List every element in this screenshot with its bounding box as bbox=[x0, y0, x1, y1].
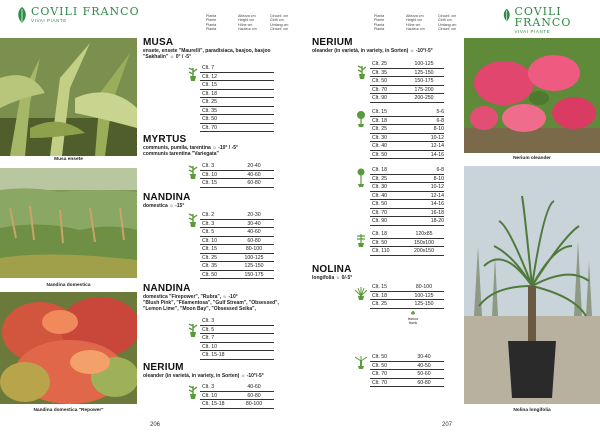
espalier-icon bbox=[355, 232, 367, 248]
table-row: Clt. 50 14-16 bbox=[372, 201, 444, 207]
leaf-logo-icon bbox=[502, 6, 511, 24]
table-row: Clt. 40 12-14 bbox=[372, 143, 444, 149]
table-row: Clt. 18 6-8 bbox=[372, 117, 444, 124]
legend-col-girth: Circonf. cm Girth cm Umfang cm Circonf. cm bbox=[438, 14, 457, 32]
brand-name: COVILI FRANCO bbox=[514, 5, 572, 29]
table-row: Clt. 10 40-60 bbox=[200, 171, 274, 180]
table-row: Clt. 70 175-200 bbox=[370, 86, 444, 95]
caption-nandina-field: Nandina domestica bbox=[46, 283, 91, 288]
plant-desc-musa: ensete, ensete "Maurelli", paradisiaca, basjoo, basjoo "Sakhalin" ☼ 0° / -5° bbox=[143, 48, 271, 60]
sun-icon: ☼ bbox=[169, 203, 174, 209]
plant-desc-nerium: oleander (in varietà, in variety, in Sorten) ☼ -10°/-5° bbox=[143, 373, 264, 379]
table-row: Clt. 18 bbox=[200, 90, 274, 99]
table-row: Clt. 10 bbox=[200, 343, 274, 352]
column-legend bbox=[206, 14, 294, 32]
sun-icon: ☼ bbox=[212, 145, 217, 151]
tall-standard-tree-icon bbox=[356, 168, 366, 188]
plant-desc-nandina-cultivars: domestica "Firepower", "Rubra", ☼ -10° bbox=[143, 294, 238, 300]
table-row: Clt. 25 100-125 bbox=[200, 254, 274, 263]
table-row: Clt. 15 60-80 bbox=[200, 179, 274, 188]
table-row: Clt. 25 bbox=[200, 98, 274, 107]
photo-nandina-repower bbox=[0, 292, 137, 404]
table-row: Clt. 5 bbox=[200, 326, 274, 335]
table-row: Clt. 3 bbox=[200, 317, 274, 326]
photo-nandina-field bbox=[0, 168, 137, 278]
plant-pot-icon bbox=[187, 164, 199, 180]
legend-col-girth: Circonf. cm Girth cm Umfang cm Circonf. cm bbox=[270, 14, 289, 32]
table-row: Clt. 5 40-60 bbox=[200, 228, 274, 237]
table-row: Clt. 3 30-40 bbox=[200, 220, 274, 229]
page-number-right: 207 bbox=[442, 422, 453, 428]
plant-desc-nerium: oleander (in varietà, in variety, in Sorten) ☼ -10°/-5° bbox=[312, 48, 433, 54]
table-nerium-standard bbox=[370, 108, 444, 159]
table-row: Clt. 90 18-20 bbox=[372, 218, 444, 224]
plant-pot-icon bbox=[187, 384, 199, 400]
brand-tagline: VIVAI PIANTE bbox=[31, 18, 67, 23]
table-row: Clt. 15 5-6 bbox=[372, 109, 444, 115]
table-row: Clt. 70 bbox=[200, 124, 274, 133]
stem-label-1: tronco bbox=[407, 316, 419, 321]
nolina-stem-note bbox=[398, 312, 428, 326]
table-row: Clt. 25 8-10 bbox=[372, 175, 444, 182]
plant-title-nerium: NERIUM bbox=[312, 37, 353, 48]
entry-nerium-left bbox=[143, 363, 295, 379]
table-row: Clt. 15 bbox=[200, 81, 274, 90]
table-row: Clt. 40 12-14 bbox=[372, 192, 444, 199]
plant-desc-myrtus: communis, pumila, tarentina ☼ -10° / -5° bbox=[143, 145, 239, 151]
sun-icon: ☼ bbox=[335, 275, 341, 281]
table-row: Clt. 70 16-18 bbox=[372, 209, 444, 216]
standard-tree-icon bbox=[356, 110, 366, 128]
page-number-left: 206 bbox=[150, 422, 161, 428]
table-row: Clt. 50 150-175 bbox=[370, 77, 444, 86]
table-row: Clt. 35 125-150 bbox=[200, 262, 274, 271]
table-nolina-tuft bbox=[370, 283, 444, 309]
caption-nandina-repower: Nandina domestica "Repower" bbox=[33, 408, 104, 413]
photo-nolina-longifolia bbox=[464, 166, 600, 404]
table-row: Clt. 18 120x85 bbox=[370, 230, 444, 239]
table-row: Clt. 50 30-40 bbox=[370, 353, 444, 362]
stem-label-2: trunk bbox=[408, 321, 418, 325]
photo-musa-ensete bbox=[0, 38, 137, 156]
entry-nandina-cultivars bbox=[143, 284, 295, 312]
nolina-tuft-icon bbox=[354, 287, 368, 301]
table-myrtus bbox=[200, 162, 274, 188]
legend-col-height: Altezza cm Height cm Höhe cm Hauteur cm bbox=[406, 14, 425, 32]
table-row: Clt. 18 100-125 bbox=[370, 292, 444, 301]
brand-logo bbox=[502, 6, 600, 34]
table-musa bbox=[200, 64, 274, 132]
table-row: Clt. 50 150-175 bbox=[200, 271, 274, 280]
table-row: Clt. 35 125-150 bbox=[370, 69, 444, 78]
plant-pot-icon bbox=[187, 322, 199, 338]
plant-title-myrtus: MYRTUS bbox=[143, 134, 187, 145]
table-row: Clt. 110 200x150 bbox=[370, 247, 444, 256]
entry-myrtus bbox=[143, 135, 293, 157]
table-row: Clt. 7 bbox=[200, 334, 274, 343]
caption-musa: Musa ensete bbox=[54, 157, 83, 162]
caption-nolina: Nolina longifolia bbox=[513, 408, 551, 413]
table-row: Clt. 50 150x100 bbox=[370, 239, 444, 248]
brand-tagline: VIVAI PIANTE bbox=[514, 29, 551, 34]
legend-col-plant: Pianta Plante Planta Planta bbox=[374, 14, 385, 32]
plant-pot-icon bbox=[356, 64, 368, 80]
legend-col-plant: Pianta Plante Planta Planta bbox=[206, 14, 217, 32]
caption-nerium: Nerium oleander bbox=[513, 156, 551, 161]
entry-nerium-right bbox=[312, 38, 462, 54]
brand-name: COVILI FRANCO bbox=[31, 5, 140, 18]
table-row: Clt. 35 bbox=[200, 107, 274, 116]
table-row: Clt. 10 60-80 bbox=[200, 237, 274, 246]
table-row: Clt. 15 80-100 bbox=[200, 245, 274, 254]
table-row: Clt. 70 60-80 bbox=[370, 379, 444, 388]
table-row: Clt. 12 bbox=[200, 73, 274, 82]
plant-pot-icon bbox=[187, 212, 199, 228]
photo-nerium-oleander bbox=[464, 38, 600, 153]
table-row: Clt. 3 20-40 bbox=[200, 162, 274, 171]
plant-title-nolina: NOLINA bbox=[312, 264, 352, 275]
table-row: Clt. 10 60-80 bbox=[200, 392, 274, 401]
table-nerium-espalier bbox=[370, 230, 444, 256]
table-nolina-trunk bbox=[370, 353, 444, 387]
table-row: Clt. 30 10-12 bbox=[372, 134, 444, 141]
table-row: Clt. 30 10-12 bbox=[372, 184, 444, 190]
table-row: Clt. 15-18 80-100 bbox=[200, 400, 274, 409]
sun-icon: ☼ bbox=[240, 373, 246, 379]
plant-desc2-nandina-cultivars: "Blush Pink", "Filamentosa", "Gulf Stream", "Obsessed", "Lemon Lime", "Moon Bay", "Obsessed Seika", bbox=[143, 300, 279, 312]
column-legend bbox=[374, 14, 462, 32]
plant-desc-nolina: longifolia ☼ 0/-5° bbox=[312, 275, 353, 281]
entry-nandina bbox=[143, 193, 293, 209]
table-nerium-tall-standard bbox=[370, 166, 444, 226]
table-nerium-bush bbox=[370, 60, 444, 103]
sun-icon: ☼ bbox=[222, 294, 228, 300]
table-nandina bbox=[200, 211, 274, 279]
sun-icon: ☼ bbox=[409, 48, 415, 54]
table-row: Clt. 25 100-125 bbox=[370, 60, 444, 69]
plant-desc-nandina: domestica ☼ -15° bbox=[143, 203, 185, 209]
table-row: Clt. 18 6-8 bbox=[372, 167, 444, 173]
table-row: Clt. 7 bbox=[200, 64, 274, 73]
plant-pot-icon bbox=[187, 66, 199, 82]
sun-icon: ☼ bbox=[169, 54, 175, 60]
table-row: Clt. 15 80-100 bbox=[370, 283, 444, 292]
table-row: Clt. 70 50-60 bbox=[370, 370, 444, 379]
legend-col-height: Altezza cm Height cm Höhe cm Hauteur cm bbox=[238, 14, 257, 32]
right-page bbox=[300, 0, 600, 436]
entry-musa bbox=[143, 38, 293, 60]
leaf-logo-icon bbox=[16, 6, 28, 24]
table-row: Clt. 50 14-16 bbox=[372, 151, 444, 158]
table-row: Clt. 25 125-150 bbox=[370, 300, 444, 309]
table-nerium-left bbox=[200, 383, 274, 409]
table-row: Clt. 50 bbox=[200, 115, 274, 124]
table-row: Clt. 15-18 bbox=[200, 351, 274, 360]
plant-title-nerium: NERIUM bbox=[143, 362, 184, 373]
nolina-trunk-icon bbox=[354, 356, 368, 370]
table-row: Clt. 25 8-10 bbox=[372, 126, 444, 132]
table-nandina-cultivars bbox=[200, 317, 274, 360]
entry-nolina bbox=[312, 265, 462, 281]
table-row: Clt. 50 40-50 bbox=[370, 362, 444, 371]
table-row: Clt. 3 40-60 bbox=[200, 383, 274, 392]
plant-desc2-myrtus: communis tarentina "Variegata" bbox=[143, 151, 219, 157]
brand-logo bbox=[16, 6, 140, 24]
plant-title-nandina-cultivars: NANDINA bbox=[143, 283, 191, 294]
stem-icon: ♣ bbox=[410, 310, 416, 317]
plant-title-musa: MUSA bbox=[143, 37, 174, 48]
table-row: Clt. 2 20-30 bbox=[200, 211, 274, 220]
table-row: Clt. 90 200-250 bbox=[370, 94, 444, 103]
plant-title-nandina: NANDINA bbox=[143, 192, 191, 203]
